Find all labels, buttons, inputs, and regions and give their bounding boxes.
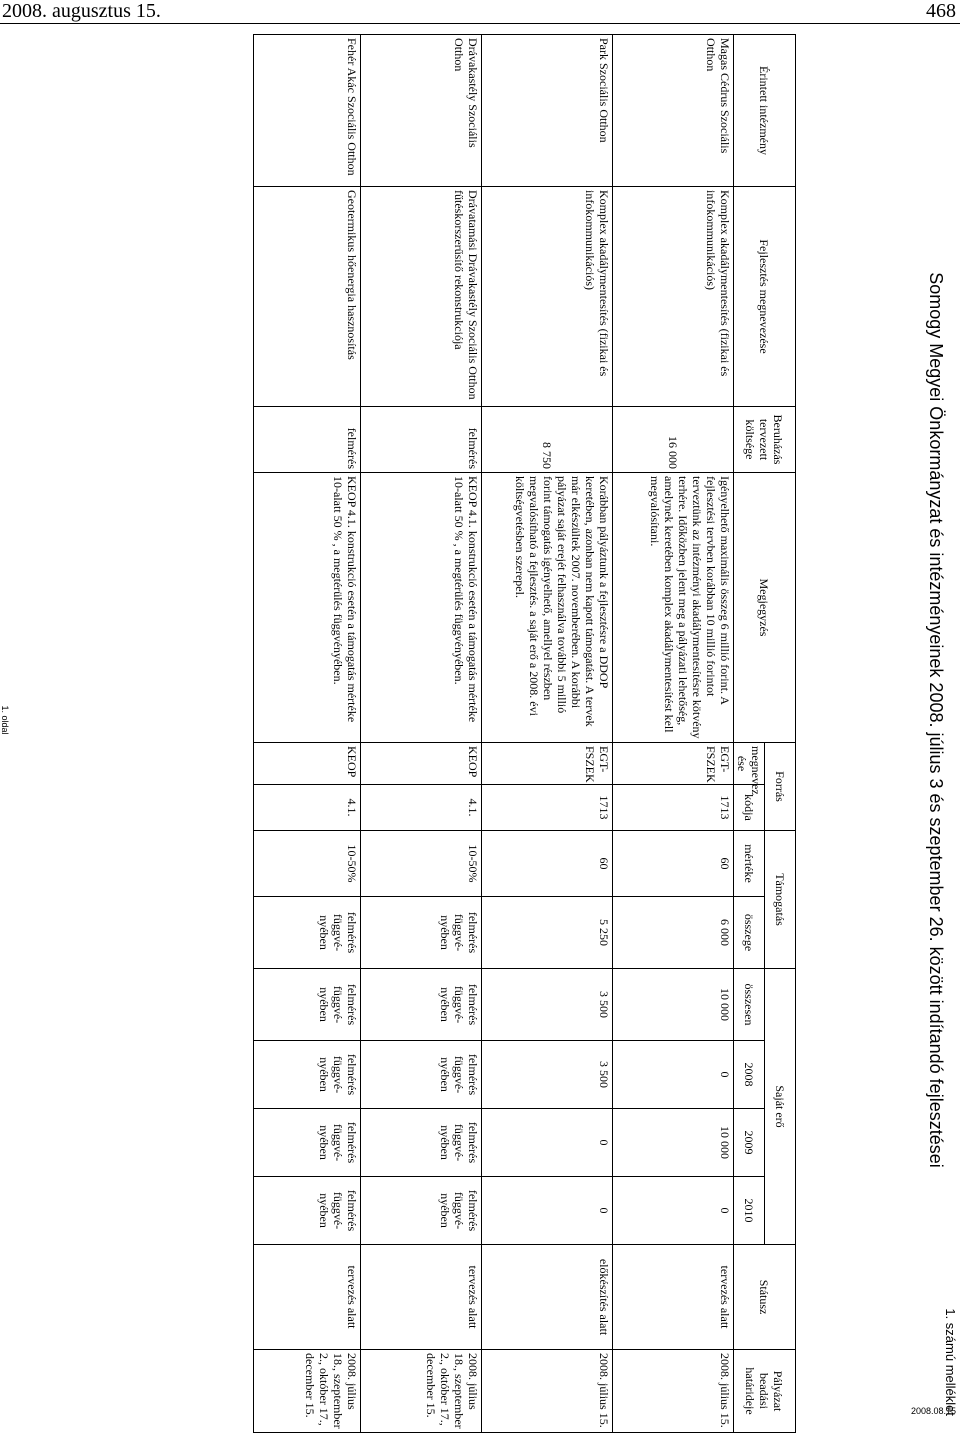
cell-support-rate: 10-50% — [361, 831, 482, 897]
th-source-name: megnevez ése — [734, 743, 765, 785]
table-row — [361, 35, 482, 1433]
cell-institution: Drávakastély Szociális Otthon — [361, 35, 482, 187]
header-row-1 — [765, 35, 796, 1433]
th-2009: 2009 — [734, 1109, 765, 1177]
cell-2010: felmérés függvé-nyében — [361, 1177, 482, 1245]
cell-planned-cost: felmérés — [254, 407, 361, 473]
cell-2010: felmérés függvé-nyében — [254, 1177, 361, 1245]
cell-deadline: 2008. július 18., szeptember 2., október 17., december 15. — [361, 1350, 482, 1433]
cell-own-total: 3 500 — [482, 969, 613, 1041]
cell-development: Geotermikus hőenergia hasznosítás — [254, 187, 361, 407]
cell-2008: 3 500 — [482, 1041, 613, 1109]
developments-table — [253, 34, 796, 1433]
footer-date: 2008.08.15 — [910, 1406, 956, 1416]
cell-planned-cost: 16 000 — [613, 407, 734, 473]
cell-support-rate: 60 — [482, 831, 613, 897]
cell-source-name: EGT-FSZEK — [613, 743, 734, 785]
cell-2010: 0 — [482, 1177, 613, 1245]
th-source: Forrás — [765, 743, 796, 831]
cell-support-amount: felmérés függvé-nyében — [361, 897, 482, 969]
page-label: 1. oldal — [0, 705, 10, 735]
cell-note: KEOP 4.1. konstrukció esetén a támogatás mértéke 10-alatt 50 % , a megtérülés függvényében. — [254, 473, 361, 743]
cell-2009: felmérés függvé-nyében — [361, 1109, 482, 1177]
th-development: Fejlesztés megnevezése — [734, 187, 796, 407]
table-row — [482, 35, 613, 1433]
cell-source-code: 1713 — [613, 785, 734, 831]
cell-status: tervezés alatt — [254, 1245, 361, 1350]
table-row — [254, 35, 361, 1433]
attachment-label: 1. számú melléklet — [943, 1308, 958, 1416]
cell-2009: 10 000 — [613, 1109, 734, 1177]
th-support-rate: mértéke — [734, 831, 765, 897]
cell-own-total: felmérés függvé-nyében — [254, 969, 361, 1041]
cell-institution: Fehér Akác Szociális Otthon — [254, 35, 361, 187]
cell-support-amount: felmérés függvé-nyében — [254, 897, 361, 969]
th-support-amount: összege — [734, 897, 765, 969]
cell-2009: 0 — [482, 1109, 613, 1177]
cell-deadline: 2008. július 18., szeptember 2., október 17., december 15. — [254, 1350, 361, 1433]
table-row — [613, 35, 734, 1433]
th-deadline: Pályázat beadási határideje — [734, 1350, 796, 1433]
cell-status: tervezés alatt — [361, 1245, 482, 1350]
th-status: Státusz — [734, 1245, 796, 1350]
th-own-total: összesen — [734, 969, 765, 1041]
th-institution: Érintett intézmény — [734, 35, 796, 187]
cell-note: Korábban pályáztunk a fejlesztésre a DDOP keretében, azonban nem kapott támogatást. A tervek már elkészültek 2007. novemberében. A korábbi pályázat saját erejét felhasználva további 5 millió forint támogatás igényelhető, amellyel részben megvalósítható a fejlesztés. a saját erő a 2008. évi költségvetésben szerepel. — [482, 473, 613, 743]
cell-source-name: KEOP — [361, 743, 482, 785]
cell-note: Igényelhető maximális összeg 6 millió forint. A fejlesztési tervben korábban 10 millió forintot terveztünk az intézményi akadálymentesítésre kötvény terhére. Időközben jelent meg a pályázati lehetőség, amelynek keretében komplex akadálymentesítést kell megvalósítani. — [613, 473, 734, 743]
th-2010: 2010 — [734, 1177, 765, 1245]
cell-institution: Magas Cédrus Szociális Otthon — [613, 35, 734, 187]
cell-source-code: 1713 — [482, 785, 613, 831]
cell-development: Komplex akadálymentesítés (fizikai és infokommunikációs) — [613, 187, 734, 407]
cell-source-name: EGT-FSZEK — [482, 743, 613, 785]
cell-source-name: KEOP — [254, 743, 361, 785]
cell-support-amount: 6 000 — [613, 897, 734, 969]
rotated-page — [0, 24, 960, 1429]
cell-development: Drávatamási Drávakastély Szociális Otthon fűtéskorszerűsítő rekonstrukciója — [361, 187, 482, 407]
cell-status: előkészítés alatt — [482, 1245, 613, 1350]
cell-source-code: 4.1. — [361, 785, 482, 831]
cell-support-amount: 5 250 — [482, 897, 613, 969]
th-source-code: kódja — [734, 785, 765, 831]
cell-support-rate: 60 — [613, 831, 734, 897]
cell-2008: 0 — [613, 1041, 734, 1109]
cell-status: tervezés alatt — [613, 1245, 734, 1350]
cell-2010: 0 — [613, 1177, 734, 1245]
cell-deadline: 2008. július 15. — [613, 1350, 734, 1433]
cell-own-total: 10 000 — [613, 969, 734, 1041]
th-planned-cost: Beruházás tervezett költsége — [734, 407, 796, 473]
cell-institution: Park Szociális Otthon — [482, 35, 613, 187]
cell-source-code: 4.1. — [254, 785, 361, 831]
cell-2009: felmérés függvé-nyében — [254, 1109, 361, 1177]
cell-planned-cost: felmérés — [361, 407, 482, 473]
cell-2008: felmérés függvé-nyében — [254, 1041, 361, 1109]
th-own-funds: Saját erő — [765, 969, 796, 1245]
th-note: Megjegyzés — [734, 473, 796, 743]
cell-support-rate: 10-50% — [254, 831, 361, 897]
document-title: Somogy Megyei Önkormányzat és intézményeinek 2008. július 3 és szeptember 26. között indítandó fejlesztései — [926, 272, 946, 1168]
header-date: 2008. augusztus 15. — [2, 0, 161, 22]
th-2008: 2008 — [734, 1041, 765, 1109]
cell-deadline: 2008. július 15. — [482, 1350, 613, 1433]
header-page-number: 468 — [926, 0, 956, 22]
cell-own-total: felmérés függvé-nyében — [361, 969, 482, 1041]
th-support: Támogatás — [765, 831, 796, 969]
cell-planned-cost: 8 750 — [482, 407, 613, 473]
cell-note: KEOP 4.1. konstrukció esetén a támogatás mértéke 10-alatt 50 % , a megtérülés függvényében. — [361, 473, 482, 743]
cell-development: Komplex akadálymentesítés (fizikai és infokommunikációs) — [482, 187, 613, 407]
cell-2008: felmérés függvé-nyében — [361, 1041, 482, 1109]
